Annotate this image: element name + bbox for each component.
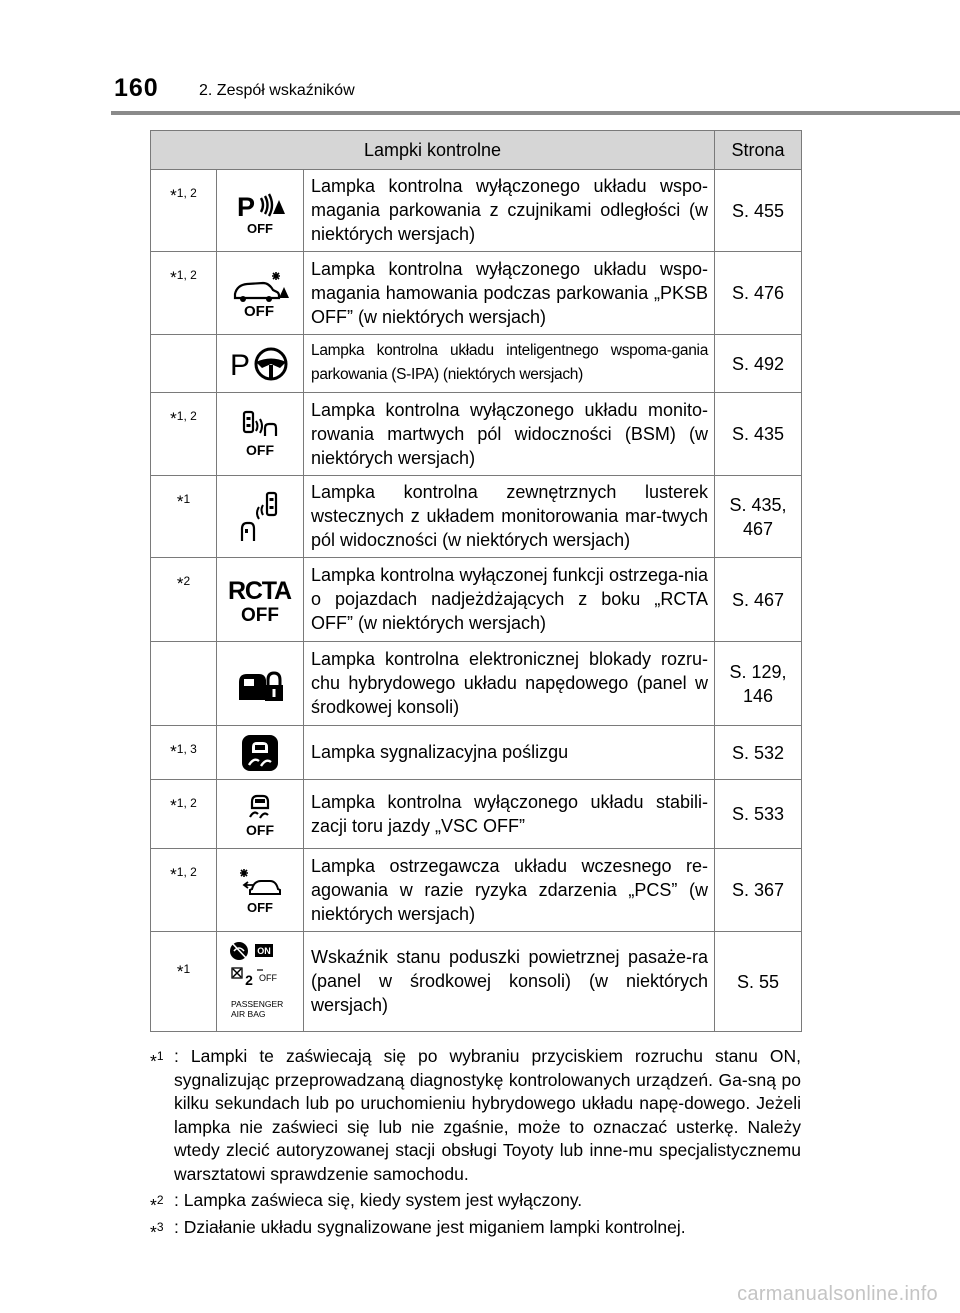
parking-sensor-off-icon xyxy=(217,170,304,252)
row-description: Lampka kontrolna wyłączonego układu wspo-magania hamowania podczas parkowania „PKSB OFF” (w niektórych wersjach) xyxy=(304,252,715,335)
svg-text:OFF: OFF xyxy=(246,442,274,458)
row-description: Wskaźnik stanu poduszki powietrznej pasaże-ra (panel w środkowej konsoli) (w niektórych wersjach) xyxy=(304,932,715,1032)
footnote-text: : Lampka zaświeca się, kiedy system jest wyłączony. xyxy=(174,1190,583,1210)
chapter-title: 2. Zespół wskaźników xyxy=(199,82,355,99)
table-row xyxy=(151,252,802,335)
page-reference: S. 129, 146 xyxy=(715,642,802,726)
row-description: Lampka kontrolna układu inteligentnego wspoma-gania parkowania (S-IPA) (niektórych wersjach) xyxy=(304,335,715,393)
page-reference: S. 492 xyxy=(715,335,802,393)
warning-lamps-table xyxy=(150,130,802,1032)
page-number: 160 xyxy=(114,74,159,102)
mirror-bsm-icon xyxy=(217,476,304,558)
svg-text:OFF: OFF xyxy=(241,604,279,625)
table-row xyxy=(151,476,802,558)
column-header-lamps: Lampki kontrolne xyxy=(151,131,715,170)
page-reference: S. 532 xyxy=(715,726,802,780)
page-reference: S. 533 xyxy=(715,780,802,849)
page-reference: S. 367 xyxy=(715,849,802,932)
row-description: Lampka sygnalizacyjna poślizgu xyxy=(304,726,715,780)
svg-text:PASSENGER: PASSENGER xyxy=(231,998,284,1009)
bsm-off-icon xyxy=(217,393,304,476)
row-description: Lampka kontrolna wyłączonego układu stabili-zacji toru jazdy „VSC OFF” xyxy=(304,780,715,849)
row-description: Lampka kontrolna wyłączonego układu wspo-magania parkowania z czujnikami odległości (w niektórych wersjach) xyxy=(304,170,715,252)
table-row xyxy=(151,726,802,780)
footnote-ref xyxy=(151,642,217,726)
footnote-ref: *1 xyxy=(151,932,217,1032)
table-row xyxy=(151,780,802,849)
pcs-off-icon xyxy=(217,849,304,932)
page-reference: S. 55 xyxy=(715,932,802,1032)
svg-text:RCTA: RCTA xyxy=(228,576,292,605)
table-row xyxy=(151,393,802,476)
rcta-off-icon xyxy=(217,558,304,642)
page-reference: S. 455 xyxy=(715,170,802,252)
svg-text:ON: ON xyxy=(257,945,271,956)
table-header-row xyxy=(151,131,802,170)
footnote-ref: *1, 2 xyxy=(151,849,217,932)
svg-text:P: P xyxy=(229,348,251,382)
passenger-airbag-icon xyxy=(217,932,304,1032)
column-header-page: Strona xyxy=(715,131,802,170)
footnote-1: *$^1$ : Lampki te zaświecają się po wybraniu przyciskiem rozruchu stanu ON, sygnalizując przeprowadzaną diagnostykę kontrolowanych urządzeń. Ga-sną po kilku sekundach lub po uruchomieniu hybrydowego układu napę-dowego. Jeżeli lampka nie zaświeci się lub nie zgaśnie, może to oznaczać usterkę. Należy wtedy zlecić autoryzowanej stacji obsługi Toyoty lub inne-mu specjalistycznemu warsztatowi sprawdzenie samochodu. xyxy=(150,1046,801,1184)
table-row xyxy=(151,558,802,642)
svg-text:OFF: OFF xyxy=(247,220,273,235)
table-row xyxy=(151,849,802,932)
slip-indicator-icon xyxy=(217,726,304,780)
svg-text:P: P xyxy=(236,191,256,222)
footnote-ref xyxy=(151,335,217,393)
page-reference: S. 476 xyxy=(715,252,802,335)
footnote-text: : Lampki te zaświecają się po wybraniu przyciskiem rozruchu stanu ON, sygnalizując przeprowadzaną diagnostykę kontrolowanych urządzeń. Ga-sną po kilku sekundach lub po uruchomieniu hybrydowego układu napę-dowego. Jeżeli lampka nie zaświeci się lub nie zgaśnie, może to oznaczać usterkę. Należy wtedy zlecić autoryzowanej stacji obsługi Toyoty lub inne-mu specjalistycznemu warsztatowi sprawdzenie samochodu. xyxy=(174,1046,801,1184)
footnotes xyxy=(150,1045,801,1242)
footnote-2: *$^2$ : Lampka zaświeca się, kiedy system jest wyłączony. xyxy=(150,1190,583,1215)
table-row xyxy=(151,335,802,393)
row-description: Lampka kontrolna zewnętrznych lusterek wstecznych z układem monitorowania mar-twych pól widoczności (w niektórych wersjach) xyxy=(304,476,715,558)
pksb-off-icon xyxy=(217,252,304,335)
s-ipa-icon xyxy=(217,335,304,393)
svg-text:OFF: OFF xyxy=(246,822,274,838)
svg-text:2: 2 xyxy=(245,971,253,988)
page-reference: S. 435, 467 xyxy=(715,476,802,558)
header-divider xyxy=(111,111,960,115)
svg-text:AIR BAG: AIR BAG xyxy=(231,1008,266,1019)
svg-text:OFF: OFF xyxy=(259,972,277,983)
footnote-ref: *1 xyxy=(151,476,217,558)
row-description: Lampka kontrolna wyłączonego układu monito-rowania martwych pól widoczności (BSM) (w niektórych wersjach) xyxy=(304,393,715,476)
footnote-ref: *1, 2 xyxy=(151,393,217,476)
footnote-text: : Działanie układu sygnalizowane jest miganiem lampki kontrolnej. xyxy=(174,1216,686,1237)
page-reference: S. 467 xyxy=(715,558,802,642)
row-description: Lampka kontrolna elektronicznej blokady rozru-chu hybrydowego układu napędowego (panel w środkowej konsoli) xyxy=(304,642,715,726)
vsc-off-icon xyxy=(217,780,304,849)
row-description: Lampka ostrzegawcza układu wczesnego re-agowania w razie ryzyka zdarzenia „PCS” (w niektórych wersjach) xyxy=(304,849,715,932)
page-header xyxy=(0,0,960,115)
footnote-ref: *1, 3 xyxy=(151,726,217,780)
svg-text:OFF: OFF xyxy=(247,900,273,915)
footnote-ref: *1, 2 xyxy=(151,170,217,252)
footnote-3: *$^3$ : Działanie układu sygnalizowane jest miganiem lampki kontrolnej. xyxy=(150,1216,686,1242)
svg-text:OFF: OFF xyxy=(244,303,274,318)
row-description: Lampka kontrolna wyłączonej funkcji ostrzega-nia o pojazdach nadjeżdżających z boku „RCTA OFF” (w niektórych wersjach) xyxy=(304,558,715,642)
table-row xyxy=(151,642,802,726)
watermark: carmanualsonline.info xyxy=(737,1283,938,1305)
page-reference: S. 435 xyxy=(715,393,802,476)
table-row xyxy=(151,170,802,252)
immobilizer-lock-icon xyxy=(217,642,304,726)
table-row xyxy=(151,932,802,1032)
footnote-ref: *1, 2 xyxy=(151,780,217,849)
footnote-ref: *2 xyxy=(151,558,217,642)
footnote-ref: *1, 2 xyxy=(151,252,217,335)
